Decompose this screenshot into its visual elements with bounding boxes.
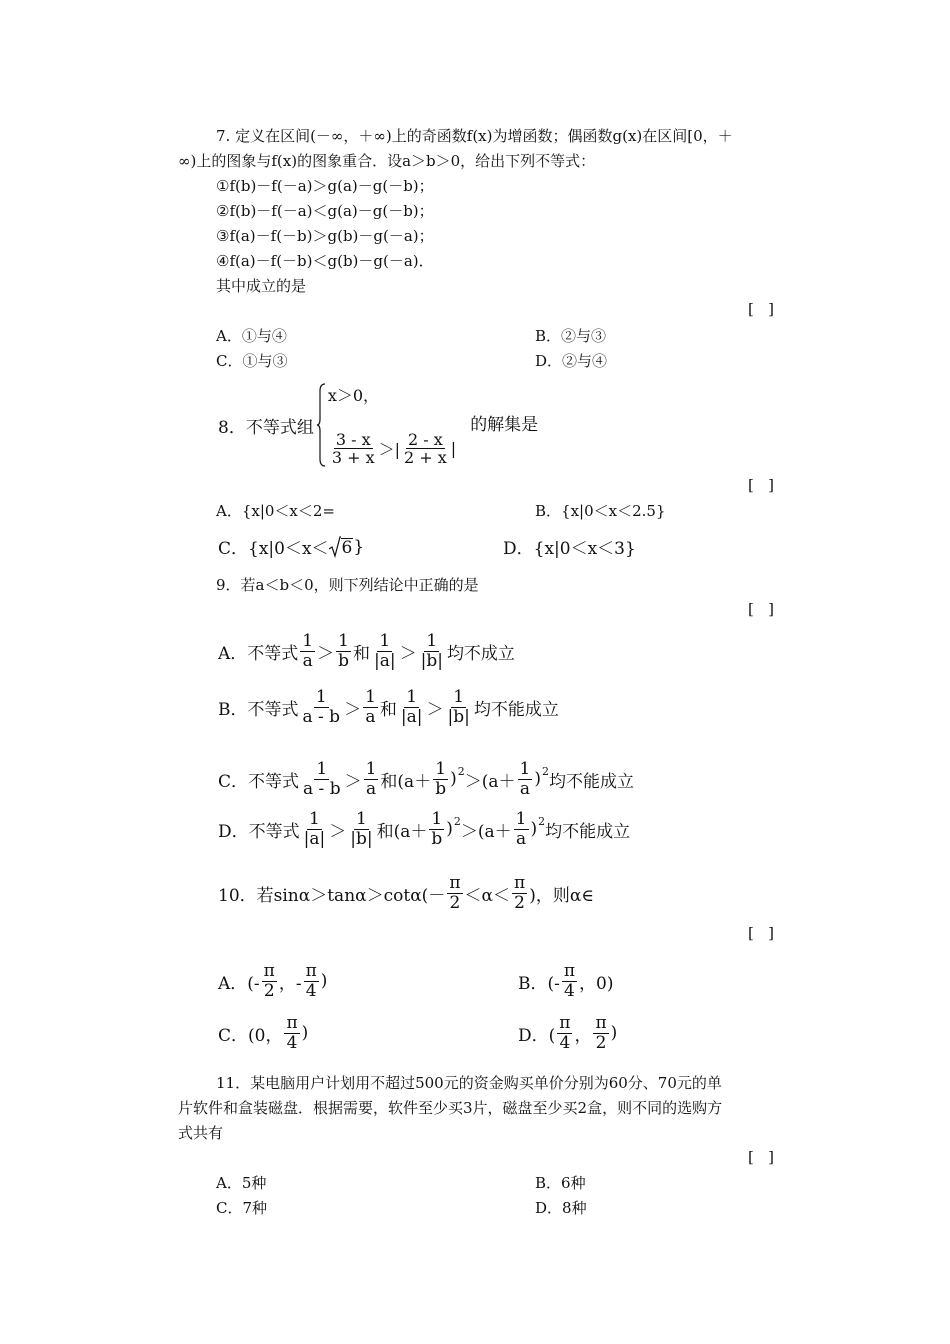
q9-option-b [218,688,559,726]
q11-answer-bracket: [ ] [748,1148,775,1166]
q9-c-frac3 [433,760,448,798]
q9-stem: 9．若a＜b＜0，则下列结论中正确的是 [216,576,479,594]
denominator: 4 [559,1032,571,1053]
q8-option-c [218,534,364,559]
q9-c-frac4 [518,760,533,798]
q9-b-frac1 [301,688,343,726]
paren-open: (a＋ [481,771,516,792]
q7-option-a: A．①与④ [216,327,287,345]
q10-suffix: )，则α∈ [529,885,594,906]
q9-b-label: B．不等式 [218,699,299,720]
numerator: 1 [431,809,443,829]
q10-b-frac [562,962,577,1000]
numerator: 1 [315,687,327,707]
q8-fraction-2 [402,431,449,467]
q8-answer-bracket: [ ] [748,476,775,494]
paren-close: ) [534,769,541,790]
denominator: |b| [350,828,373,849]
q9-d-label: D．不等式 [218,821,300,842]
q10-a-sep: ，- [278,973,302,994]
paren-close: ) [450,769,457,790]
q8-prefix: 8．不等式组 [218,417,314,438]
q7-item-4: ④f(a)－f(－b)＜g(b)－g(－a)． [216,252,434,270]
denominator: |a| [374,650,396,671]
denominator: a [365,706,376,727]
q7-option-c: C．①与③ [216,352,288,370]
q8-condition-1: x＞0， [327,386,380,405]
q10-option-c [218,1014,308,1052]
q10-a-frac2 [304,962,319,1000]
q9-c-frac1 [301,760,343,798]
numerator: 1 [379,631,391,651]
numerator: 1 [365,759,377,779]
q8-stem [218,380,538,470]
denominator: |b| [447,706,470,727]
gt-sign: ＞ [399,643,417,664]
denominator: 4 [564,980,575,1001]
q10-option-a [218,962,327,1000]
q9-a-frac2 [336,632,351,670]
q11-stem-line2: 片软件和盒装磁盘．根据需要，软件至少买3片，磁盘至少买2盒，则不同的选购方 [178,1099,723,1117]
q10-c-close: ) [301,1023,309,1044]
gt-sign: ＞ [317,643,335,664]
q8-frac2-numerator: 2 - x [408,429,443,449]
q9-d-frac4 [514,810,529,848]
q10-d-open: D．( [518,1025,556,1046]
numerator: π [263,961,275,981]
denominator: a [302,650,313,671]
q9-d-ending: 均不能成立 [545,821,631,842]
q8-option-c-text: C．{x|0＜x＜ [218,539,329,559]
q10-d-sep: ， [574,1025,592,1046]
q7-stem-line2: ∞)上的图象与f(x)的图象重合．设a＞b＞0，给出下列不等式： [178,152,596,170]
denominator: 4 [305,980,317,1001]
q7-question: 其中成立的是 [216,277,307,295]
denominator: a [519,778,530,799]
q11-option-c: C．7种 [216,1199,268,1217]
q9-answer-bracket: [ ] [748,600,775,618]
numerator: 1 [426,631,438,651]
q11-option-a: A．5种 [216,1174,267,1192]
and-word: 和 [376,821,394,842]
q9-b-frac3 [399,688,425,726]
sqrt-icon [329,536,354,558]
gt-sign: ＞ [344,771,362,792]
and-word: 和 [380,771,398,792]
q8-abs-close: | [450,439,457,459]
q10-d-frac2 [593,1014,608,1052]
denominator: a - b [302,706,341,727]
numerator: π [595,1013,607,1033]
paren-close: ) [530,819,538,840]
q9-option-d [218,810,630,848]
numerator: 1 [519,759,531,779]
q8-option-d: D．{x|0＜x＜3} [503,539,636,559]
q8-option-c-radicand: 6 [341,537,353,558]
denominator: b [431,828,443,849]
q11-option-d: D．8种 [535,1199,587,1217]
q10-answer-bracket: [ ] [748,924,775,942]
q9-a-frac3 [372,632,398,670]
q7-option-b: B．②与③ [535,327,607,345]
q8-suffix: 的解集是 [470,415,539,435]
gt-sign: ＞ [344,699,362,720]
numerator: 1 [338,631,349,651]
gt-sign: ＞ [460,821,478,842]
numerator: 1 [302,631,314,651]
gt-sign: ＞ [464,771,482,792]
q10-a-close: ) [320,971,328,992]
q10-a-frac1 [262,962,277,1000]
exponent: 2 [541,764,549,778]
q10-b-close: ，0) [579,973,614,994]
gt-sign: ＞ [426,699,444,720]
q9-d-frac2 [348,810,374,848]
q9-b-frac4 [446,688,472,726]
numerator: 1 [406,687,418,707]
q10-middle: ＜α＜ [464,885,510,906]
q9-c-frac2 [364,760,379,798]
numerator: π [449,873,461,893]
numerator: 1 [355,809,367,829]
q10-d-close: ) [610,1023,618,1044]
gt-sign: ＞ [329,821,347,842]
q9-option-c [218,760,634,798]
q10-c-frac [284,1014,299,1052]
q10-stem [218,874,594,912]
q9-a-ending: 均不成立 [446,643,515,664]
q8-fraction-1 [330,431,377,467]
q7-answer-bracket: [ ] [748,300,775,318]
numerator: 1 [365,687,376,707]
q7-option-d: D．②与④ [535,352,608,370]
q8-system [328,383,456,467]
q9-c-ending: 均不能成立 [548,771,634,792]
numerator: π [559,1013,571,1033]
q10-prefix: 10．若sinα＞tanα＞cotα(－ [218,885,446,906]
left-brace-icon [316,383,326,467]
exponent: 2 [457,764,465,778]
exponent: 2 [538,814,546,828]
denominator: 2 [595,1032,607,1053]
numerator: 1 [309,809,320,829]
q11-stem-line1: 11．某电脑用户计划用不超过500元的资金购买单价分别为60分、70元的单 [216,1074,722,1092]
q8-frac2-denominator: 2 + x [404,448,447,468]
q8-option-b: B．{x|0＜x＜2.5} [535,502,666,520]
q7-item-1: ①f(b)－f(－a)＞g(a)－g(－b)； [216,177,434,195]
q8-gt-abs: ＞| [378,440,401,460]
denominator: |b| [420,650,443,671]
q9-option-a [218,632,515,670]
q10-a-open: A．(- [218,973,260,994]
denominator: a - b [303,778,341,799]
q8-condition-2 [328,431,456,467]
q10-c-open: C．(0， [218,1025,283,1046]
q9-d-frac3 [429,810,444,848]
denominator: b [338,650,349,671]
numerator: 1 [453,687,465,707]
and-word: 和 [379,699,397,720]
q9-b-ending: 均不能成立 [473,699,559,720]
q8-frac1-numerator: 3 - x [335,429,371,449]
q9-d-frac1 [302,810,328,848]
q10-option-d [518,1014,617,1052]
q9-a-frac1 [300,632,315,670]
paren-open: (a＋ [477,821,512,842]
q9-c-label: C．不等式 [218,771,300,792]
q9-a-label: A．不等式 [218,643,299,664]
denominator: a [365,778,377,799]
numerator: π [514,873,526,893]
q7-item-2: ②f(b)－f(－a)＜g(a)－g(－b)； [216,202,434,220]
q10-d-frac1 [557,1014,572,1052]
q10-b-open: B．(- [518,973,560,994]
q8-option-a: A．{x|0＜x＜2= [216,502,336,520]
paren-open: (a＋ [393,821,428,842]
numerator: 1 [316,759,328,779]
numerator: 1 [435,759,447,779]
q10-option-b [518,962,614,1000]
q11-stem-line3: 式共有 [178,1124,224,1142]
q9-b-frac2 [363,688,378,726]
denominator: 2 [514,892,525,913]
numerator: π [563,961,576,981]
q7-item-3: ③f(a)－f(－b)＞g(b)－g(－a)； [216,227,434,245]
and-word: 和 [353,643,370,664]
q10-frac-left [447,874,462,912]
denominator: b [435,778,447,799]
exponent: 2 [453,814,461,828]
denominator: |a| [400,706,423,727]
q8-frac1-denominator: 3 + x [331,448,375,468]
q8-option-c-close: } [353,536,365,557]
numerator: π [305,961,317,981]
q10-frac-right [512,874,527,912]
denominator: |a| [303,828,326,849]
paren-open: (a＋ [397,771,432,792]
denominator: a [516,828,527,849]
denominator: 2 [263,980,275,1001]
numerator: π [286,1013,298,1033]
denominator: 4 [286,1032,298,1053]
numerator: 1 [515,809,527,829]
q9-a-frac4 [419,632,445,670]
q7-stem-line1: 7. 定义在区间(－∞，＋∞)上的奇函数f(x)为增函数；偶函数g(x)在区间[0，＋ [216,127,733,145]
paren-close: ) [446,819,453,840]
denominator: 2 [449,892,461,913]
q11-option-b: B．6种 [535,1174,586,1192]
